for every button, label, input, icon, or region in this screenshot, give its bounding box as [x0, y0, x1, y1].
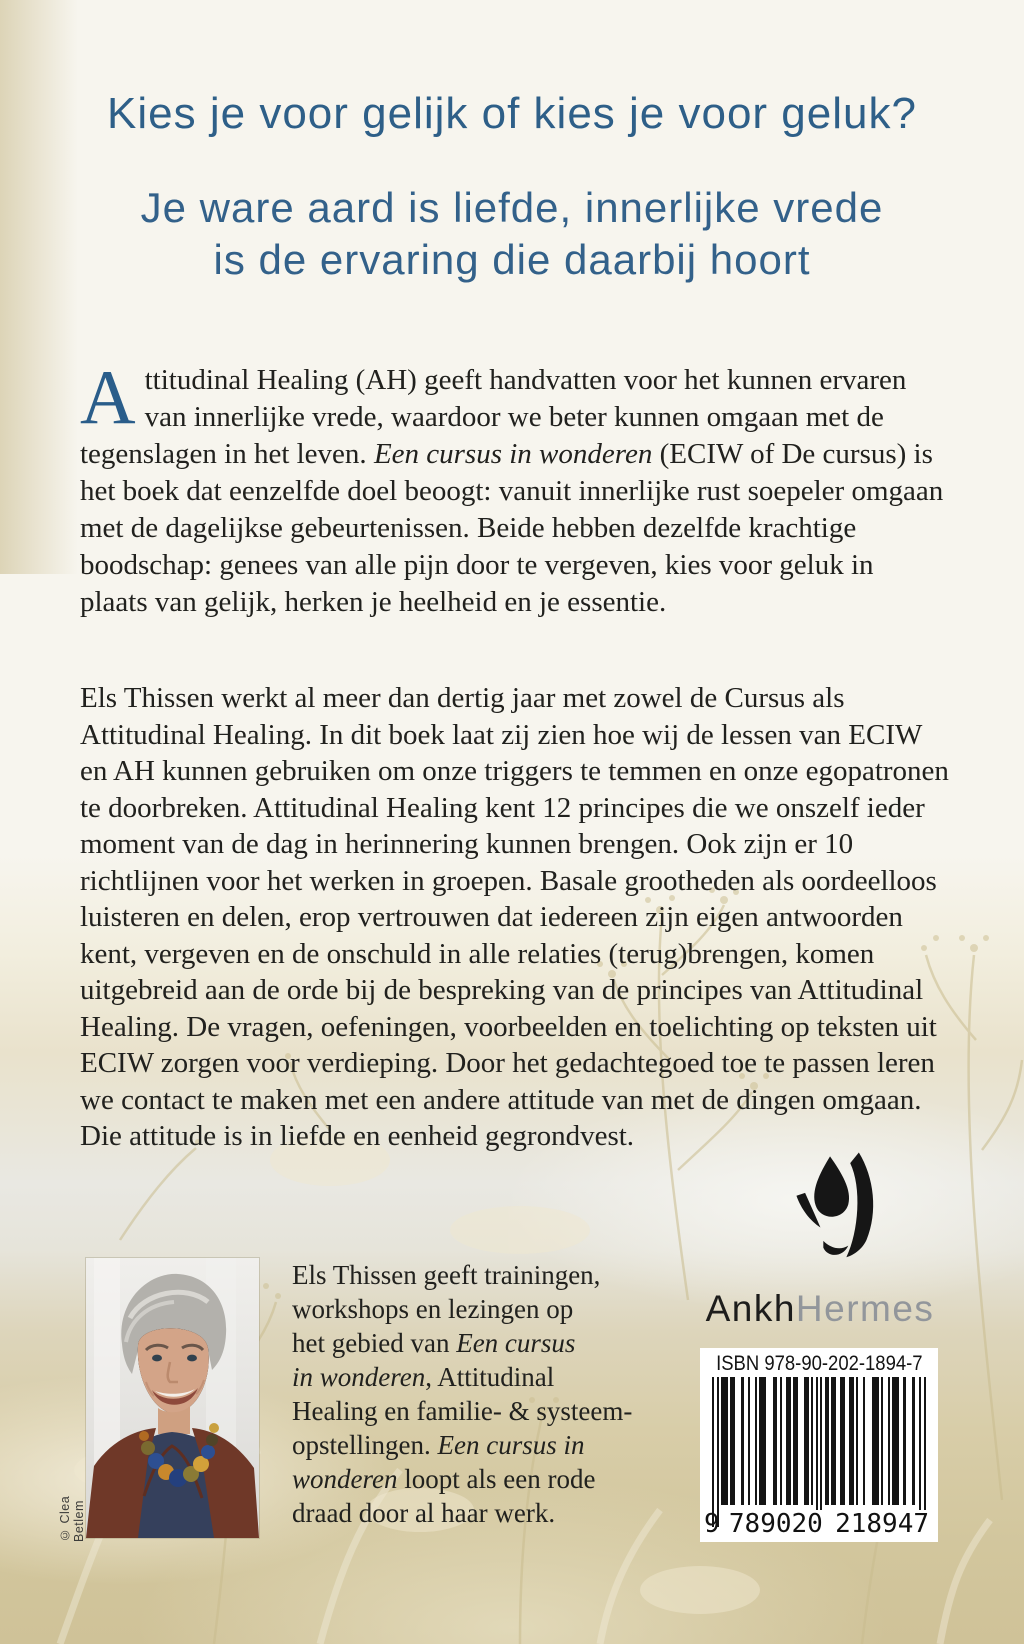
publisher-logo-icon: [783, 1150, 879, 1278]
headline-question: Kies je voor gelijk of kies je voor geluk?: [107, 89, 917, 138]
isbn-label: ISBN 978-90-202-1894-7: [715, 1352, 923, 1375]
intro-paragraph: [80, 354, 948, 621]
barcode-digit-group2: 218947: [832, 1510, 932, 1538]
wordmark-ankh: Ankh: [705, 1288, 796, 1329]
headline-tagline: [0, 182, 1024, 286]
tagline-line1: Je ware aard is liefde, innerlijke vrede: [140, 184, 884, 231]
photo-credit: © Clea Betlem: [58, 1495, 86, 1542]
author-bio: Els Thissen geeft trainingen, workshops en lezingen op het gebied van Een cursus in wonderen, Attitudinal Healing en familie- & systeem- opstellingen. Een cursus in wonderen loopt als een rode draad door al haar werk.: [292, 1260, 633, 1528]
intro-dropcap: A: [80, 354, 136, 440]
tagline-line2: is de ervaring die daarbij hoort: [213, 236, 811, 283]
barcode-bars: [712, 1377, 926, 1529]
author-photo: [86, 1258, 259, 1538]
barcode-digits: [704, 1510, 932, 1538]
publisher-wordmark: [694, 1288, 946, 1330]
barcode-digit-left: 9: [704, 1509, 720, 1539]
wordmark-hermes: Hermes: [795, 1288, 935, 1329]
intro-text: ttitudinal Healing (AH) geeft handvatten voor het kunnen ervaren van innerlijke vrede, waardoor we beter kunnen omgaan met de tegenslagen in het leven. Een cursus in wonderen (ECIW of De cursus) is het boek dat eenzelfde doel beoogt: vanuit innerlijke rust soepeler omgaan met de dagelijkse gebeurtenissen. Beide hebben dezelfde krachtige boodschap: genees van alle pijn door te vergeven, kies voor geluk in plaats van gelijk, herken je heelheid en je essentie.: [80, 364, 944, 618]
about-paragraph: Els Thissen werkt al meer dan dertig jaar met zowel de Cursus als Attitudinal Healing. In dit boek laat zij zien hoe wij de lessen van ECIW en AH kunnen gebruiken om onze triggers te temmen en onze egopatronen te doorbreken. Attitudinal Healing kent 12 principes die we onszelf ieder moment van de dag in herinnering kunnen brengen. Ook zijn er 10 richtlijnen voor het werken in groepen. Basale grootheden als oordeelloos luisteren en delen, erop vertrouwen dat iedereen zijn eigen antwoorden kent, vergeven en de onschuld in alle relaties (terug)brengen, komen uitgebreid aan de orde bij de bespreking van de principes van Attitudinal Healing. De vragen, oefeningen, voorbeelden en toelichting op teksten uit ECIW zorgen voor verdieping. Door het gedachtegoed toe te passen leren we contact te maken met een andere attitude van met de dingen omgaan. Die attitude is in liefde en eenheid gegrondvest.: [80, 682, 949, 1152]
barcode-digit-group1: 789020: [726, 1510, 826, 1538]
isbn-box: [700, 1348, 938, 1542]
